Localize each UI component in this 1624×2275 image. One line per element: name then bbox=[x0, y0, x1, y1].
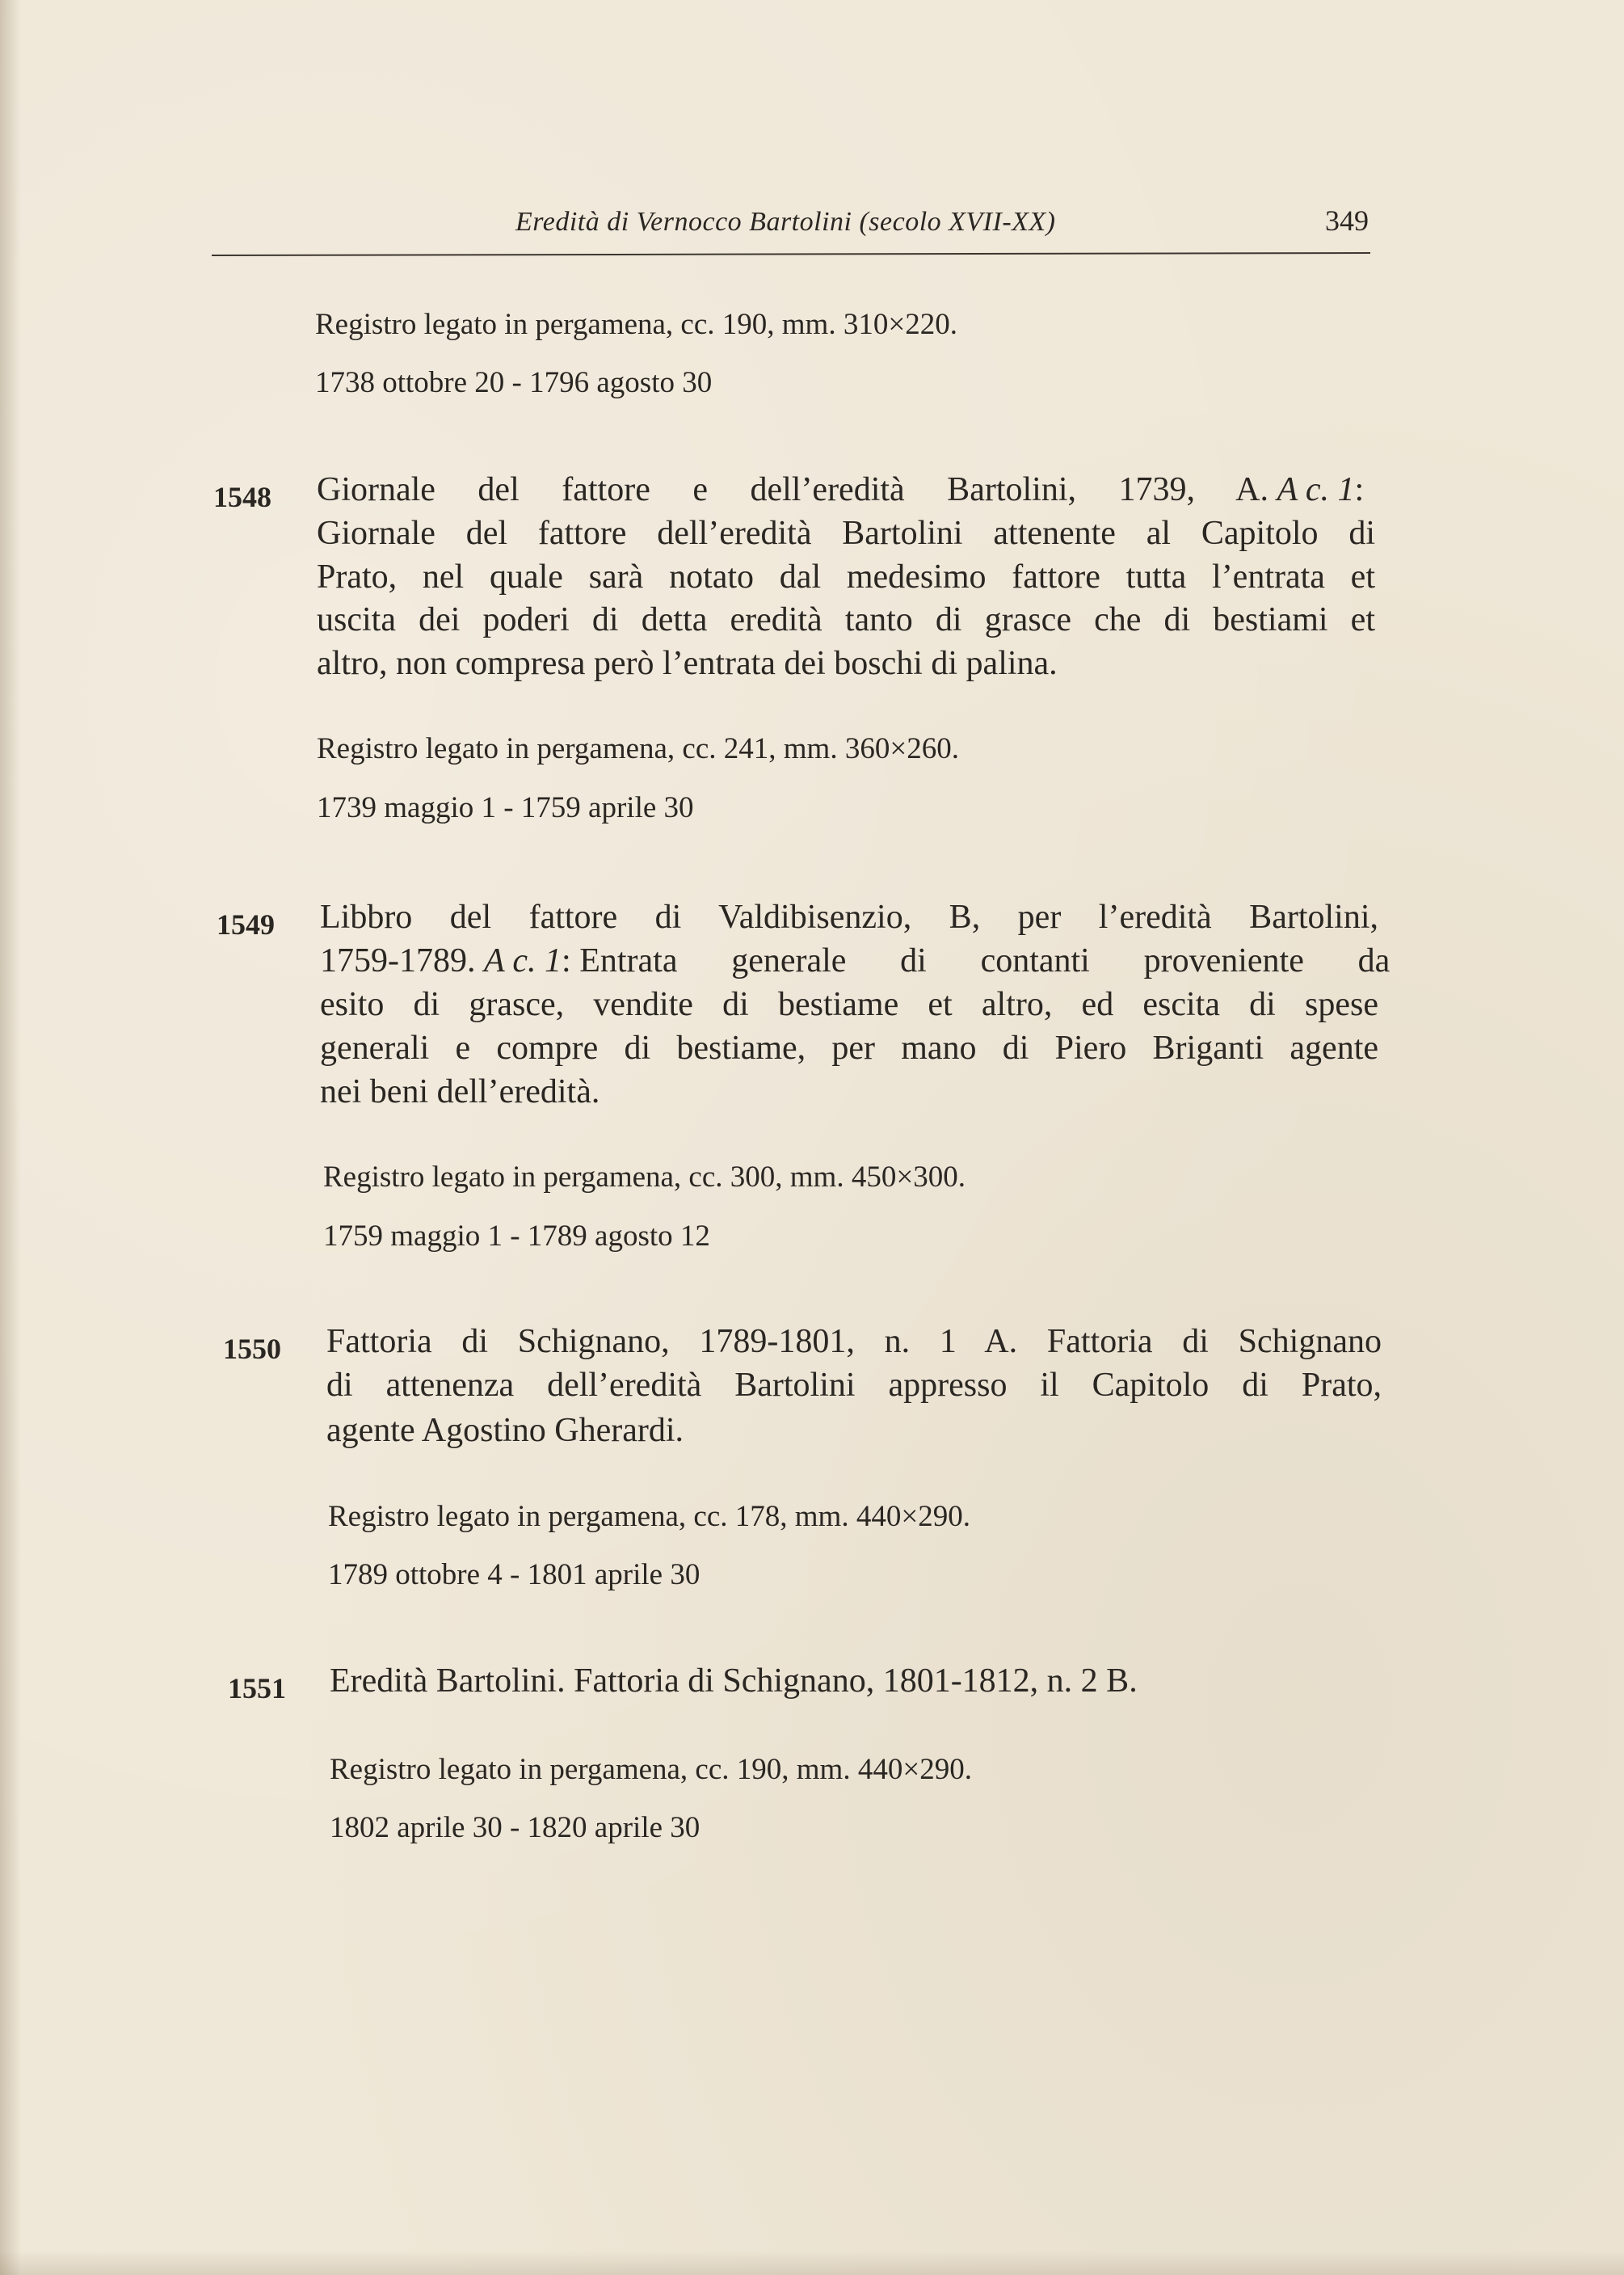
entry-1549-line-3 bbox=[320, 985, 1378, 1024]
entry-1549-line-2-dates: 1759-1789. bbox=[320, 942, 476, 980]
entry-1549-line-2: 1759-1789. A c. 1: Entrata generale di contanti proveniente da bbox=[320, 942, 1390, 980]
entry-1548-folio-ref: A c. 1 bbox=[1277, 471, 1355, 508]
entry-1549-line-4 bbox=[320, 1029, 1378, 1068]
entry-1549-line-3-text: esito di grasce, vendite di bestiame et altro, ed escita di spese bbox=[320, 986, 1378, 1023]
entry-1549-line-4-text: generali e compre di bestiame, per mano di Piero Briganti agente bbox=[320, 1030, 1378, 1067]
page-shadow-left bbox=[0, 0, 21, 2275]
page-number: 349 bbox=[1325, 204, 1369, 237]
entry-1548-line-3-text: Prato, nel quale sarà notato dal medesimo fattore tutta l’entrata et bbox=[317, 558, 1375, 596]
entry-1550-dates: 1789 ottobre 4 - 1801 aprile 30 bbox=[328, 1558, 701, 1591]
entry-1551-dates: 1802 aprile 30 - 1820 aprile 30 bbox=[330, 1811, 701, 1844]
entry-1549-line-2-text: Entrata generale di contanti proveniente da bbox=[579, 942, 1390, 980]
carryover-dates: 1738 ottobre 20 - 1796 agosto 30 bbox=[315, 366, 713, 399]
page-shadow-bottom bbox=[0, 2251, 1624, 2275]
header-rule bbox=[212, 252, 1370, 256]
entry-number-1550: 1550 bbox=[223, 1333, 281, 1365]
entry-1548-line-4 bbox=[317, 600, 1375, 639]
entry-number-1549: 1549 bbox=[217, 908, 275, 941]
entry-1548-line-2 bbox=[317, 514, 1375, 553]
entry-1550-physical: Registro legato in pergamena, cc. 178, mm. 440×290. bbox=[328, 1500, 970, 1533]
entry-1550-line-2 bbox=[326, 1366, 1382, 1405]
entry-1550-line-3: agente Agostino Gherardi. bbox=[326, 1412, 684, 1449]
running-title: Eredità di Vernocco Bartolini (secolo XVII-XX) bbox=[515, 207, 1056, 237]
entry-number-1551: 1551 bbox=[228, 1672, 286, 1704]
entry-number-1548: 1548 bbox=[213, 481, 271, 513]
entry-1549-line-1 bbox=[320, 898, 1378, 937]
entry-1548-line-4-text: uscita dei poderi di detta eredità tanto di grasce che di bestiami et bbox=[317, 601, 1375, 638]
entry-1549-line-1-text: Libbro del fattore di Valdibisenzio, B, per l’eredità Bartolini, bbox=[320, 899, 1378, 936]
entry-1548-line-1: Giornale del fattore e dell’eredità Bartolini, 1739, A. A c. 1: bbox=[317, 471, 1365, 508]
entry-1548-dates: 1739 maggio 1 - 1759 aprile 30 bbox=[317, 791, 694, 824]
entry-1549-line-5: nei beni dell’eredità. bbox=[320, 1073, 600, 1110]
entry-1548-line-2-text: Giornale del fattore dell’eredità Bartolini attenente al Capitolo di bbox=[317, 515, 1375, 552]
entry-1551-physical: Registro legato in pergamena, cc. 190, mm. 440×290. bbox=[330, 1753, 972, 1786]
entry-1549-folio-ref: A c. 1 bbox=[484, 942, 562, 980]
entry-1548-line-5: altro, non compresa però l’entrata dei boschi di palina. bbox=[317, 645, 1058, 682]
entry-1551-line-1: Eredità Bartolini. Fattoria di Schignano, 1801-1812, n. 2 B. bbox=[330, 1662, 1138, 1700]
entry-1549-dates: 1759 maggio 1 - 1789 agosto 12 bbox=[323, 1220, 710, 1253]
entry-1549-physical: Registro legato in pergamena, cc. 300, mm. 450×300. bbox=[323, 1161, 966, 1194]
entry-1550-line-1-text: Fattoria di Schignano, 1789-1801, n. 1 A. Fattoria di Schignano bbox=[326, 1323, 1382, 1360]
entry-1548-physical: Registro legato in pergamena, cc. 241, mm. 360×260. bbox=[317, 732, 959, 765]
entry-1548-line-3 bbox=[317, 558, 1375, 596]
carryover-physical: Registro legato in pergamena, cc. 190, mm. 310×220. bbox=[315, 308, 957, 341]
entry-1548-line-1-text: Giornale del fattore e dell’eredità Bartolini, 1739, A. bbox=[317, 471, 1268, 508]
entry-1550-line-1 bbox=[326, 1322, 1382, 1361]
entry-1550-line-2-text: di attenenza dell’eredità Bartolini appresso il Capitolo di Prato, bbox=[326, 1367, 1382, 1404]
